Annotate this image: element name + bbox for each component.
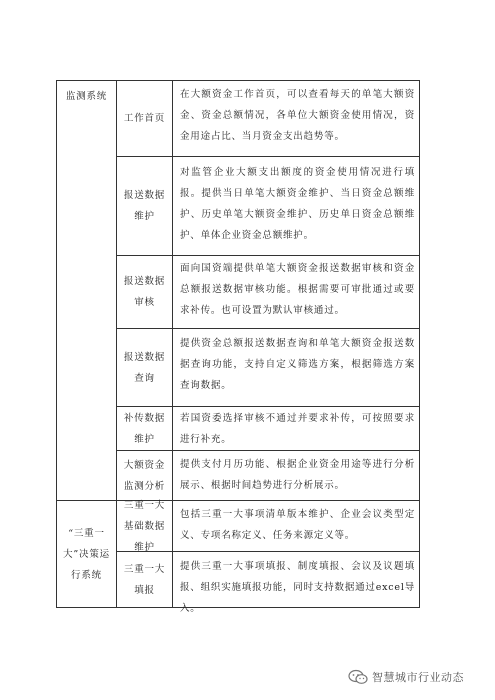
section-label: “三重一大”决策运行系统 (63, 527, 110, 581)
watermark (348, 666, 464, 688)
table-border-right (419, 80, 420, 608)
watermark-text: 智慧城市行业动态 (372, 671, 464, 684)
module-name: 三重一大基础数据维护 (123, 499, 166, 553)
module-name: 补传数据维护 (123, 412, 166, 445)
wechat-icon (348, 669, 368, 685)
module-name: 报送数据审核 (123, 276, 166, 308)
module-description: 包括三重一大事项清单版本维护、企业会议类型定义、专项名称定义、任务来源定义等。 (180, 509, 415, 541)
module-name: 大额资金监测分析 (123, 459, 166, 492)
table-border-top (56, 80, 420, 81)
table-border-bottom (56, 607, 420, 608)
requirements-table (56, 80, 420, 614)
module-description: 对监管企业大额支出额度的资金使用情况进行填报。提供当日单笔大额资金维护、当日资金总额维护、历史单笔大额资金维护、历史单日资金总额维护、单体企业资金总额维护。 (180, 167, 415, 241)
module-description: 提供支付月历功能、根据企业资金用途等进行分析展示、根据时间趋势进行分析展示。 (180, 459, 415, 491)
module-description: 在大额资金工作首页，可以查看每天的单笔大额资金、资金总额情况，各单位大额资金使用情况，资金用途占比、当月资金支出趋势等。 (180, 89, 415, 142)
module-description: 面向国资端提供单笔大额资金报送数据审核和资金总额报送数据审核功能。根据需要可审批通过或要求补传。也可设置为默认审核通过。 (180, 263, 415, 316)
module-description: 若国资委选择审核不通过并要求补传，可按照要求进行补充。 (180, 413, 415, 445)
module-name: 工作首页 (123, 113, 166, 124)
module-description: 提供三重一大事项填报、制度填报、会议及议题填报、组织实施填报功能，同时支持数据通过excel导入。 (180, 561, 415, 614)
module-name: 三重一大填报 (123, 563, 166, 596)
module-description: 提供资金总额报送数据查询和单笔大额资金报送数据查询功能，支持自定义筛选方案，根据筛选方案查询数据。 (180, 338, 415, 391)
module-name: 报送数据维护 (123, 190, 166, 222)
module-name: 报送数据查询 (123, 351, 166, 384)
section-label: 监测系统 (65, 91, 108, 102)
